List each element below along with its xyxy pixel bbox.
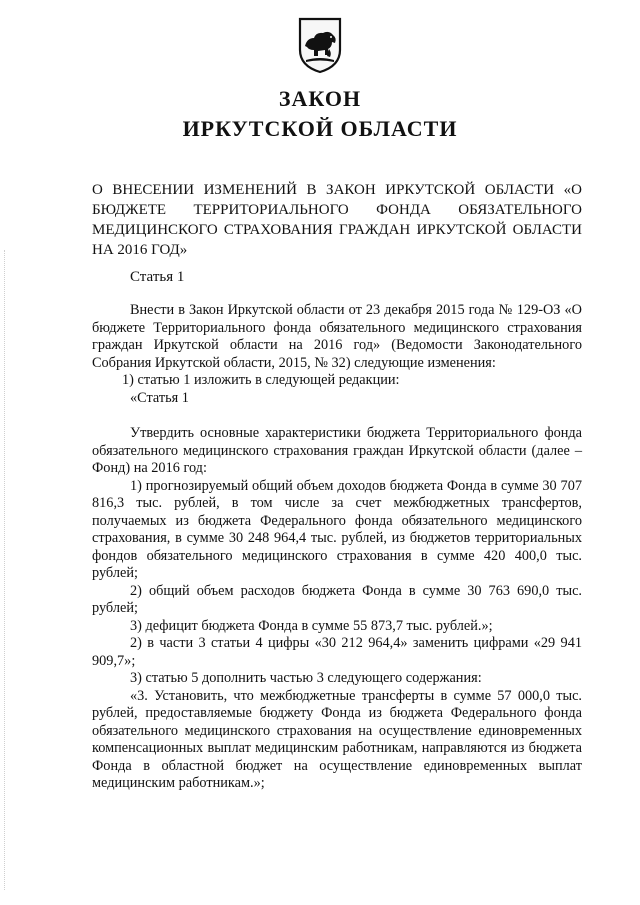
- paragraph: 1) статью 1 изложить в следующей редакции:: [122, 372, 400, 388]
- document-title-law: ЗАКОН: [278, 86, 362, 111]
- paragraph: «3. Установить, что межбюджетные трансферты в сумме 57 000,0 тыс. рублей, предоставляемые бюджету Фонда из бюджета Федерального фонда обязательного медицинского страхования на осуществление единовременных компенсационных выплат медицинским работникам, направляются из бюджета Фонда в областной бюджет на осуществление единовременных выплат медицинским работникам.»;: [92, 687, 582, 791]
- paragraph: «Статья 1: [130, 389, 189, 406]
- paragraph: Внести в Закон Иркутской области от 23 декабря 2015 года № 129-ОЗ «О бюджете Территориального фонда обязательного медицинского страхования граждан Иркутской области на 2016 год» (Ведомости Законодательного Собрания Иркутской области, 2015, № 32) следующие изменения:: [92, 302, 582, 371]
- scan-edge-dots: [4, 250, 7, 890]
- coat-of-arms-icon: [296, 16, 344, 74]
- article-label: Статья 1: [130, 269, 185, 285]
- paragraph: 1) прогнозируемый общий объем доходов бюджета Фонда в сумме 30 707 816,3 тыс. рублей, в том числе за счет межбюджетных трансфертов, получаемых из бюджета Федерального фонда обязательного медицинского страхования, в сумме 30 248 964,4 тыс. рублей, из бюджетов территориальных фондов обязательного медицинского страхования в сумме 420 400,0 тыс. рублей;: [92, 477, 582, 581]
- paragraph: 2) общий объем расходов бюджета Фонда в сумме 30 763 690,0 тыс. рублей;: [92, 582, 582, 616]
- paragraph: 2) в части 3 статьи 4 цифры «30 212 964,4» заменить цифрами «29 941 909,7»;: [92, 635, 582, 669]
- paragraph: 3) статью 5 дополнить частью 3 следующего содержания:: [130, 670, 482, 686]
- paragraph: Утвердить основные характеристики бюджета Территориального фонда обязательного медицинского страхования граждан Иркутской области (далее – Фонд) на 2016 год:: [92, 425, 582, 476]
- paragraph: 3) дефицит бюджета Фонда в сумме 55 873,7 тыс. рублей.»;: [130, 617, 493, 634]
- document-title-region: ИРКУТСКОЙ ОБЛАСТИ: [182, 116, 458, 141]
- document-body: [92, 302, 582, 793]
- law-heading: О ВНЕСЕНИИ ИЗМЕНЕНИЙ В ЗАКОН ИРКУТСКОЙ ОБЛАСТИ «О БЮДЖЕТЕ ТЕРРИТОРИАЛЬНОГО ФОНДА ОБЯЗАТЕЛЬНОГО МЕДИЦИНСКОГО СТРАХОВАНИЯ ГРАЖДАН ИРКУТСКОЙ ОБЛАСТИ НА 2016 ГОД»: [92, 182, 582, 258]
